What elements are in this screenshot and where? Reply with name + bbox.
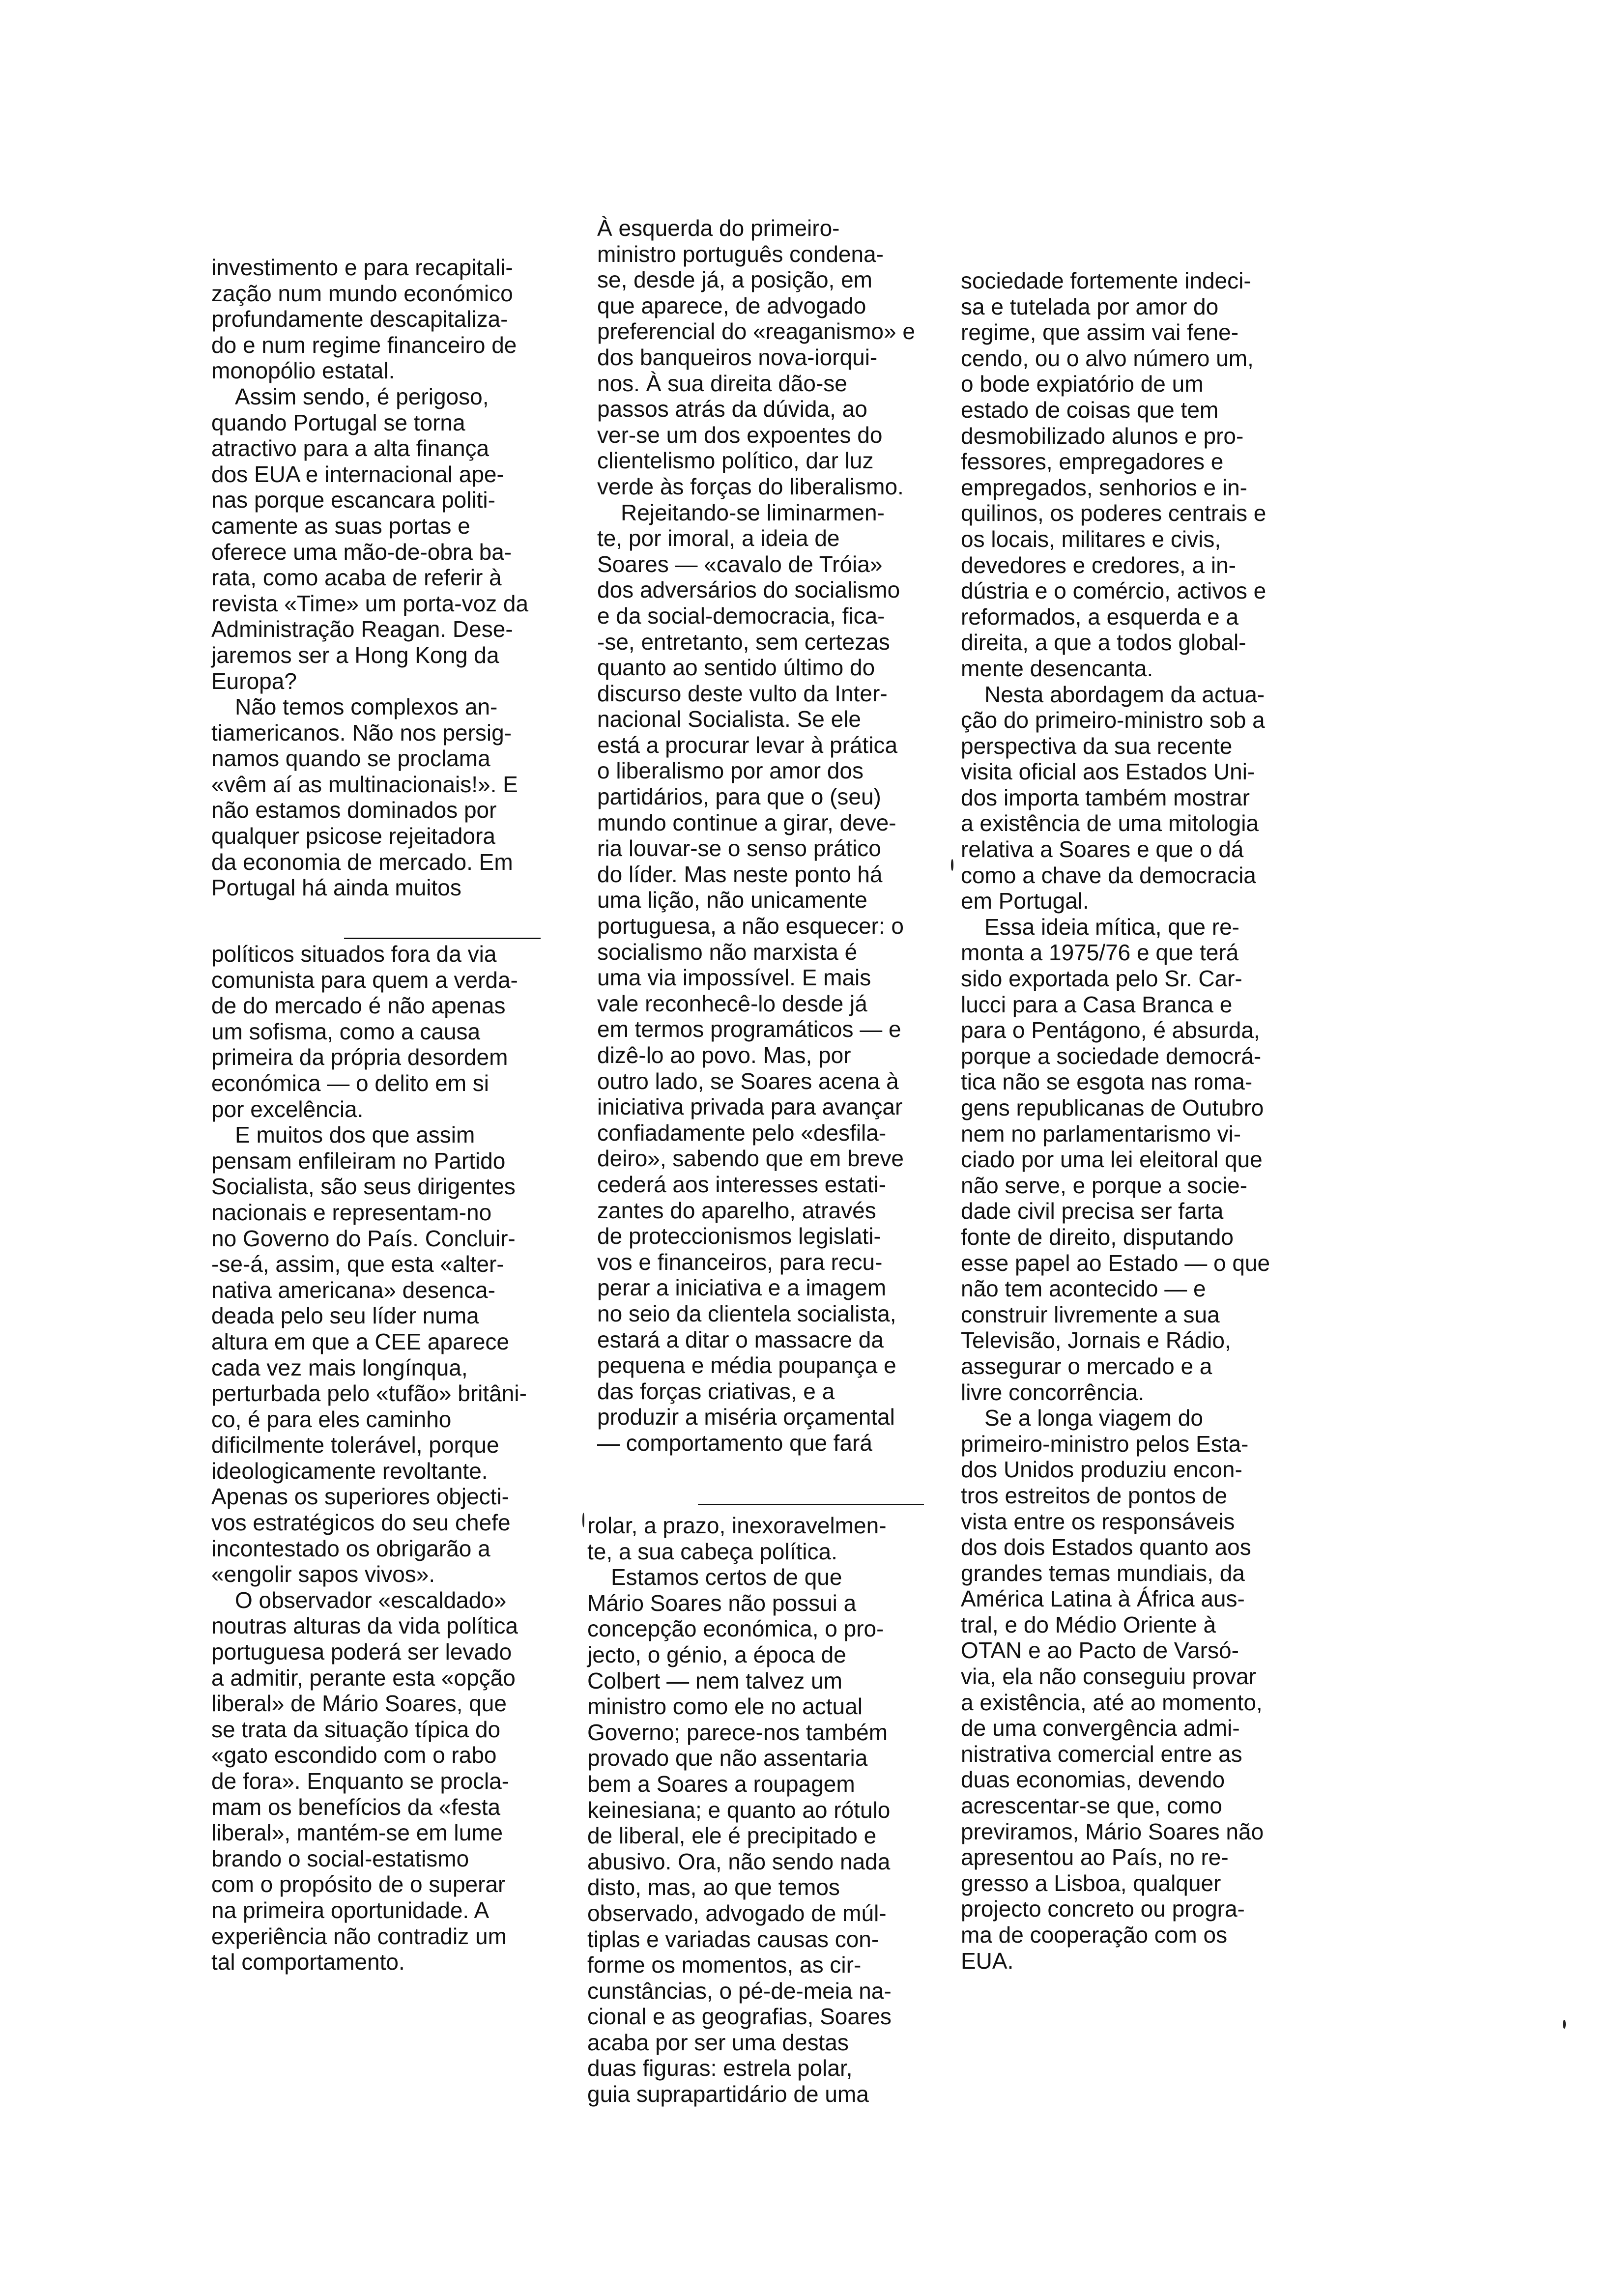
text-line: tros estreitos de pontos de [961, 1482, 1228, 1508]
text-line: atractivo para a alta finança [211, 435, 489, 461]
text-line: Socialista, são seus dirigentes [211, 1174, 516, 1200]
text-line: altura em que a CEE aparece [211, 1328, 510, 1354]
text-line: dos Unidos produziu encon- [961, 1457, 1242, 1483]
text-line: de fora». Enquanto se procla- [211, 1768, 510, 1794]
text-line: uma lição, não unicamente [597, 887, 867, 913]
text-line: noutras alturas da vida política [211, 1613, 518, 1639]
text-line: livre concorrência. [961, 1379, 1145, 1405]
text-line: o liberalismo por amor dos [597, 758, 864, 784]
text-line: de liberal, ele é precipitado e [587, 1823, 877, 1849]
text-line: jaremos ser a Hong Kong da [211, 642, 499, 668]
text-line: projecto concreto ou progra- [961, 1896, 1245, 1922]
text-line: a existência, até ao momento, [961, 1689, 1263, 1715]
text-line: dos adversários do socialismo [597, 577, 900, 603]
text-line: EUA. [961, 1948, 1014, 1974]
text-line: dificilmente tolerável, porque [211, 1432, 499, 1458]
text-line: quilinos, os poderes centrais e [961, 500, 1267, 526]
column-3 [961, 268, 1305, 1974]
text-line: mam os benefícios da «festa [211, 1794, 501, 1820]
text-line: provado que não assentaria [587, 1745, 868, 1771]
text-line: dizê-lo ao povo. Mas, por [597, 1042, 851, 1068]
text-line: não serve, e porque a socie- [961, 1172, 1248, 1198]
text-line: Rejeitando-se liminarmen- [621, 499, 885, 525]
text-line: do líder. Mas neste ponto há [597, 861, 883, 887]
text-line: perar a iniciativa e a imagem [597, 1275, 887, 1301]
text-line: bem a Soares a roupagem [587, 1771, 855, 1797]
text-line: brando o social-estatismo [211, 1845, 469, 1871]
text-line: Não temos complexos an- [235, 694, 498, 720]
text-line: discurso deste vulto da Inter- [597, 680, 888, 706]
text-line: -se, entretanto, sem certezas [597, 629, 890, 655]
text-line: revista «Time» um porta-voz da [211, 590, 529, 616]
text-line: na primeira oportunidade. A [211, 1897, 489, 1923]
text-line: no Governo do País. Concluir- [211, 1225, 516, 1251]
text-line: tica não se esgota nas roma- [961, 1069, 1253, 1095]
text-line: ministro português condena- [597, 241, 884, 267]
text-line: fessores, empregadores e [961, 449, 1224, 475]
text-line: Soares — «cavalo de Tróia» [597, 551, 883, 577]
text-line: empregados, senhorios e in- [961, 474, 1247, 500]
text-line: namos quando se proclama [211, 746, 490, 772]
text-line: por excelência. [211, 1096, 364, 1122]
text-line: incontestado os obrigarão a [211, 1535, 490, 1561]
scan-speck [951, 859, 953, 871]
text-line: os locais, militares e civis, [961, 526, 1221, 552]
text-line: E muitos dos que assim [235, 1122, 475, 1148]
text-line: te, por imoral, a ideia de [597, 525, 840, 551]
text-line: — comportamento que fará [597, 1430, 872, 1456]
text-line: jecto, o génio, a época de [587, 1641, 846, 1667]
text-line: gens republicanas de Outubro [961, 1095, 1264, 1120]
text-line: qualquer psicose rejeitadora [211, 823, 495, 849]
text-line: ver-se um dos expoentes do [597, 422, 883, 448]
text-line: Administração Reagan. Dese- [211, 616, 513, 642]
text-line: das forças criativas, e a [597, 1378, 835, 1404]
column-1-bottom [211, 941, 550, 1975]
text-line: a admitir, perante esta «opção [211, 1665, 516, 1691]
text-line: camente as suas portas e [211, 513, 470, 539]
text-line: do e num regime financeiro de [211, 332, 517, 358]
text-line: gresso a Lisboa, qualquer [961, 1870, 1221, 1896]
text-line: zantes do aparelho, através [597, 1197, 876, 1223]
text-line: monta a 1975/76 e que terá [961, 940, 1239, 966]
text-line: lucci para a Casa Branca e [961, 991, 1233, 1017]
column-divider-rule [698, 1504, 924, 1505]
text-line: políticos situados fora da via [211, 941, 497, 967]
text-line: rolar, a prazo, inexoravelmen- [587, 1513, 887, 1538]
text-line: comunista para quem a verda- [211, 967, 518, 993]
text-line: cional e as geografias, Soares [587, 2004, 892, 2030]
text-line: OTAN e ao Pacto de Varsó- [961, 1637, 1239, 1664]
text-line: nacionais e representam-no [211, 1199, 492, 1225]
text-line: Europa? [211, 668, 297, 694]
text-line: para o Pentágono, é absurda, [961, 1017, 1260, 1043]
text-line: «engolir sapos vivos». [211, 1561, 435, 1587]
text-line: tiplas e variadas causas con- [587, 1926, 879, 1952]
text-line: portuguesa poderá ser levado [211, 1639, 512, 1665]
text-line: monopólio estatal. [211, 358, 395, 384]
column-1-top [211, 255, 550, 901]
text-line: económica — o delito em si [211, 1070, 489, 1096]
text-line: «vêm aí as multinacionais!». E [211, 771, 518, 797]
text-line: Televisão, Jornais e Rádio, [961, 1327, 1231, 1353]
text-line: deiro», sabendo que em breve [597, 1146, 904, 1172]
text-line: experiência não contradiz um [211, 1923, 507, 1949]
text-line: regime, que assim vai fene- [961, 319, 1239, 345]
text-line: Portugal há ainda muitos [211, 875, 461, 901]
text-line: estará a ditar o massacre da [597, 1326, 884, 1352]
text-line: observado, advogado de múl- [587, 1900, 887, 1926]
text-line: outro lado, se Soares acena à [597, 1068, 899, 1094]
text-line: vale reconhecê-lo desde já [597, 990, 867, 1016]
text-line: relativa a Soares e que o dá [961, 836, 1244, 862]
text-line: quanto ao sentido último do [597, 655, 875, 681]
text-line: se trata da situação típica do [211, 1716, 501, 1742]
text-line: verde às forças do liberalismo. [597, 473, 904, 499]
text-line: devedores e credores, a in- [961, 552, 1236, 578]
text-line: esse papel ao Estado — o que [961, 1250, 1270, 1276]
text-line: primeira da própria desordem [211, 1044, 508, 1070]
text-line: se, desde já, a posição, em [597, 267, 872, 293]
text-line: iniciativa privada para avançar [597, 1094, 903, 1120]
text-line: Assim sendo, é perigoso, [235, 383, 489, 409]
text-line: desmobilizado alunos e pro- [961, 423, 1244, 449]
text-line: fonte de direito, disputando [961, 1224, 1234, 1250]
text-line: de do mercado é não apenas [211, 993, 506, 1019]
text-line: clientelismo político, dar luz [597, 448, 874, 474]
text-line: investimento e para recapitali- [211, 255, 513, 280]
text-line: vista entre os responsáveis [961, 1508, 1235, 1534]
text-line: abusivo. Ora, não sendo nada [587, 1848, 891, 1874]
text-line: nistrativa comercial entre as [961, 1741, 1242, 1767]
text-line: cada vez mais longínqua, [211, 1354, 468, 1380]
text-line: confiadamente pelo «desfila- [597, 1119, 887, 1146]
text-line: «gato escondido com o rabo [211, 1742, 497, 1768]
text-line: cederá aos interesses estati- [597, 1171, 887, 1197]
text-line: zação num mundo económico [211, 280, 513, 306]
text-line: que aparece, de advogado [597, 292, 866, 318]
text-line: direita, a que a todos global- [961, 630, 1246, 656]
text-line: dos banqueiros nova-iorqui- [597, 344, 878, 370]
text-line: Mário Soares não possui a [587, 1590, 857, 1616]
text-line: te, a sua cabeça política. [587, 1538, 837, 1564]
text-line: não tem acontecido — e [961, 1276, 1206, 1302]
text-line: assegurar o mercado e a [961, 1353, 1212, 1379]
text-line: sa e tutelada por amor do [961, 293, 1219, 319]
text-line: nem no parlamentarismo vi- [961, 1120, 1241, 1147]
column-2-bottom [587, 1513, 926, 2107]
text-line: sido exportada pelo Sr. Car- [961, 966, 1242, 992]
text-line: oferece uma mão-de-obra ba- [211, 539, 512, 565]
text-line: -se-á, assim, que esta «alter- [211, 1251, 504, 1277]
text-line: sociedade fortemente indeci- [961, 268, 1251, 293]
text-line: da economia de mercado. Em [211, 849, 513, 875]
text-line: grandes temas mundiais, da [961, 1560, 1245, 1586]
text-line: portuguesa, a não esquecer: o [597, 913, 904, 939]
text-line: porque a sociedade democrá- [961, 1043, 1262, 1069]
text-line: deada pelo seu líder numa [211, 1303, 479, 1329]
text-line: previramos, Mário Soares não [961, 1818, 1264, 1844]
text-line: cendo, ou o alvo número um, [961, 345, 1254, 371]
text-line: tral, e do Médio Oriente à [961, 1611, 1216, 1637]
text-line: produzir a miséria orçamental [597, 1404, 895, 1430]
text-line: dos dois Estados quanto aos [961, 1534, 1251, 1560]
text-line: ciado por uma lei eleitoral que [961, 1147, 1263, 1173]
text-line: mente desencanta. [961, 655, 1153, 681]
text-line: Estamos certos de que [611, 1564, 842, 1590]
text-line: perturbada pelo «tufão» britâni- [211, 1380, 527, 1406]
text-line: tiamericanos. Não nos persig- [211, 719, 512, 746]
text-line: com o propósito de o superar [211, 1871, 506, 1897]
text-line: América Latina à África aus- [961, 1586, 1245, 1612]
text-line: Nesta abordagem da actua- [984, 681, 1265, 707]
text-line: guia suprapartidário de uma [587, 2081, 869, 2107]
text-line: cunstâncias, o pé-de-meia na- [587, 1978, 892, 2004]
text-line: a existência de uma mitologia [961, 810, 1259, 836]
text-line: reformados, a esquerda e a [961, 603, 1239, 630]
column-divider-rule [344, 938, 541, 939]
text-line: como a chave da democracia [961, 862, 1256, 888]
text-line: acaba por ser uma destas [587, 2029, 849, 2055]
text-line: keinesiana; e quanto ao rótulo [587, 1797, 891, 1823]
text-line: e da social-democracia, fica- [597, 603, 885, 629]
text-line: uma via impossível. E mais [597, 965, 871, 991]
text-line: visita oficial aos Estados Uni- [961, 759, 1255, 785]
text-line: ria louvar-se o senso prático [597, 835, 881, 861]
column-2-top [597, 215, 936, 1456]
text-line: está a procurar levar à prática [597, 732, 898, 758]
text-line: liberal», mantém-se em lume [211, 1820, 503, 1846]
text-line: co, é para eles caminho [211, 1406, 452, 1432]
text-line: ideologicamente revoltante. [211, 1458, 488, 1484]
text-line: preferencial do «reaganismo» e [597, 318, 915, 344]
text-line: pensam enfileiram no Partido [211, 1148, 506, 1174]
scan-speck [582, 1513, 584, 1527]
text-line: duas economias, devendo [961, 1767, 1225, 1793]
text-line: Governo; parece-nos também [587, 1719, 888, 1745]
text-line: quando Portugal se torna [211, 409, 465, 435]
text-line: mundo continue a girar, deve- [597, 809, 896, 835]
text-line: de proteccionismos legislati- [597, 1223, 881, 1249]
text-line: Essa ideia mítica, que re- [984, 914, 1240, 940]
text-line: ministro como ele no actual [587, 1693, 863, 1720]
text-line: vos estratégicos do seu chefe [211, 1510, 511, 1536]
text-line: nacional Socialista. Se ele [597, 706, 861, 732]
text-line: Colbert — nem talvez um [587, 1667, 842, 1693]
text-line: via, ela não conseguiu provar [961, 1664, 1256, 1690]
text-line: dade civil precisa ser farta [961, 1198, 1224, 1224]
text-line: concepção económica, o pro- [587, 1616, 884, 1642]
text-line: não estamos dominados por [211, 797, 497, 823]
text-line: no seio da clientela socialista, [597, 1300, 896, 1326]
text-line: dos EUA e internacional ape- [211, 461, 504, 487]
text-line: dos importa também mostrar [961, 784, 1250, 810]
text-line: socialismo não marxista é [597, 939, 858, 965]
text-line: primeiro-ministro pelos Esta- [961, 1431, 1249, 1457]
text-line: de uma convergência admi- [961, 1715, 1240, 1741]
text-line: Apenas os superiores objecti- [211, 1484, 509, 1510]
text-line: rata, como acaba de referir à [211, 565, 502, 591]
text-line: construir livremente a sua [961, 1301, 1220, 1327]
text-line: profundamente descapitaliza- [211, 306, 508, 332]
text-line: vos e financeiros, para recu- [597, 1249, 883, 1275]
text-line: estado de coisas que tem [961, 397, 1219, 423]
text-line: disto, mas, ao que temos [587, 1874, 840, 1900]
text-line: partidários, para que o (seu) [597, 784, 881, 810]
text-line: apresentou ao País, no re- [961, 1844, 1229, 1870]
text-line: um sofisma, como a causa [211, 1018, 481, 1044]
text-line: Se a longa viagem do [984, 1405, 1203, 1431]
scan-speck [1563, 2020, 1566, 2029]
text-line: liberal» de Mário Soares, que [211, 1691, 507, 1717]
text-line: em Portugal. [961, 888, 1089, 914]
text-line: À esquerda do primeiro- [597, 215, 840, 241]
text-line: nos. À sua direita dão-se [597, 370, 847, 396]
text-line: o bode expiatório de um [961, 371, 1204, 397]
text-line: forme os momentos, as cir- [587, 1952, 862, 1978]
text-line: tal comportamento. [211, 1949, 405, 1975]
text-line: pequena e média poupança e [597, 1352, 896, 1378]
text-line: perspectiva da sua recente [961, 733, 1233, 759]
text-line: nas porque escancara politi- [211, 487, 495, 513]
text-line: dústria e o comércio, activos e [961, 578, 1267, 604]
text-line: nativa americana» desenca- [211, 1277, 495, 1303]
text-line: O observador «escaldado» [235, 1587, 507, 1613]
text-line: ma de cooperação com os [961, 1922, 1228, 1948]
text-line: ção do primeiro-ministro sob a [961, 707, 1265, 733]
text-line: passos atrás da dúvida, ao [597, 396, 867, 422]
text-line: acrescentar-se que, como [961, 1793, 1222, 1819]
text-line: em termos programáticos — e [597, 1016, 901, 1042]
text-line: duas figuras: estrela polar, [587, 2055, 853, 2081]
